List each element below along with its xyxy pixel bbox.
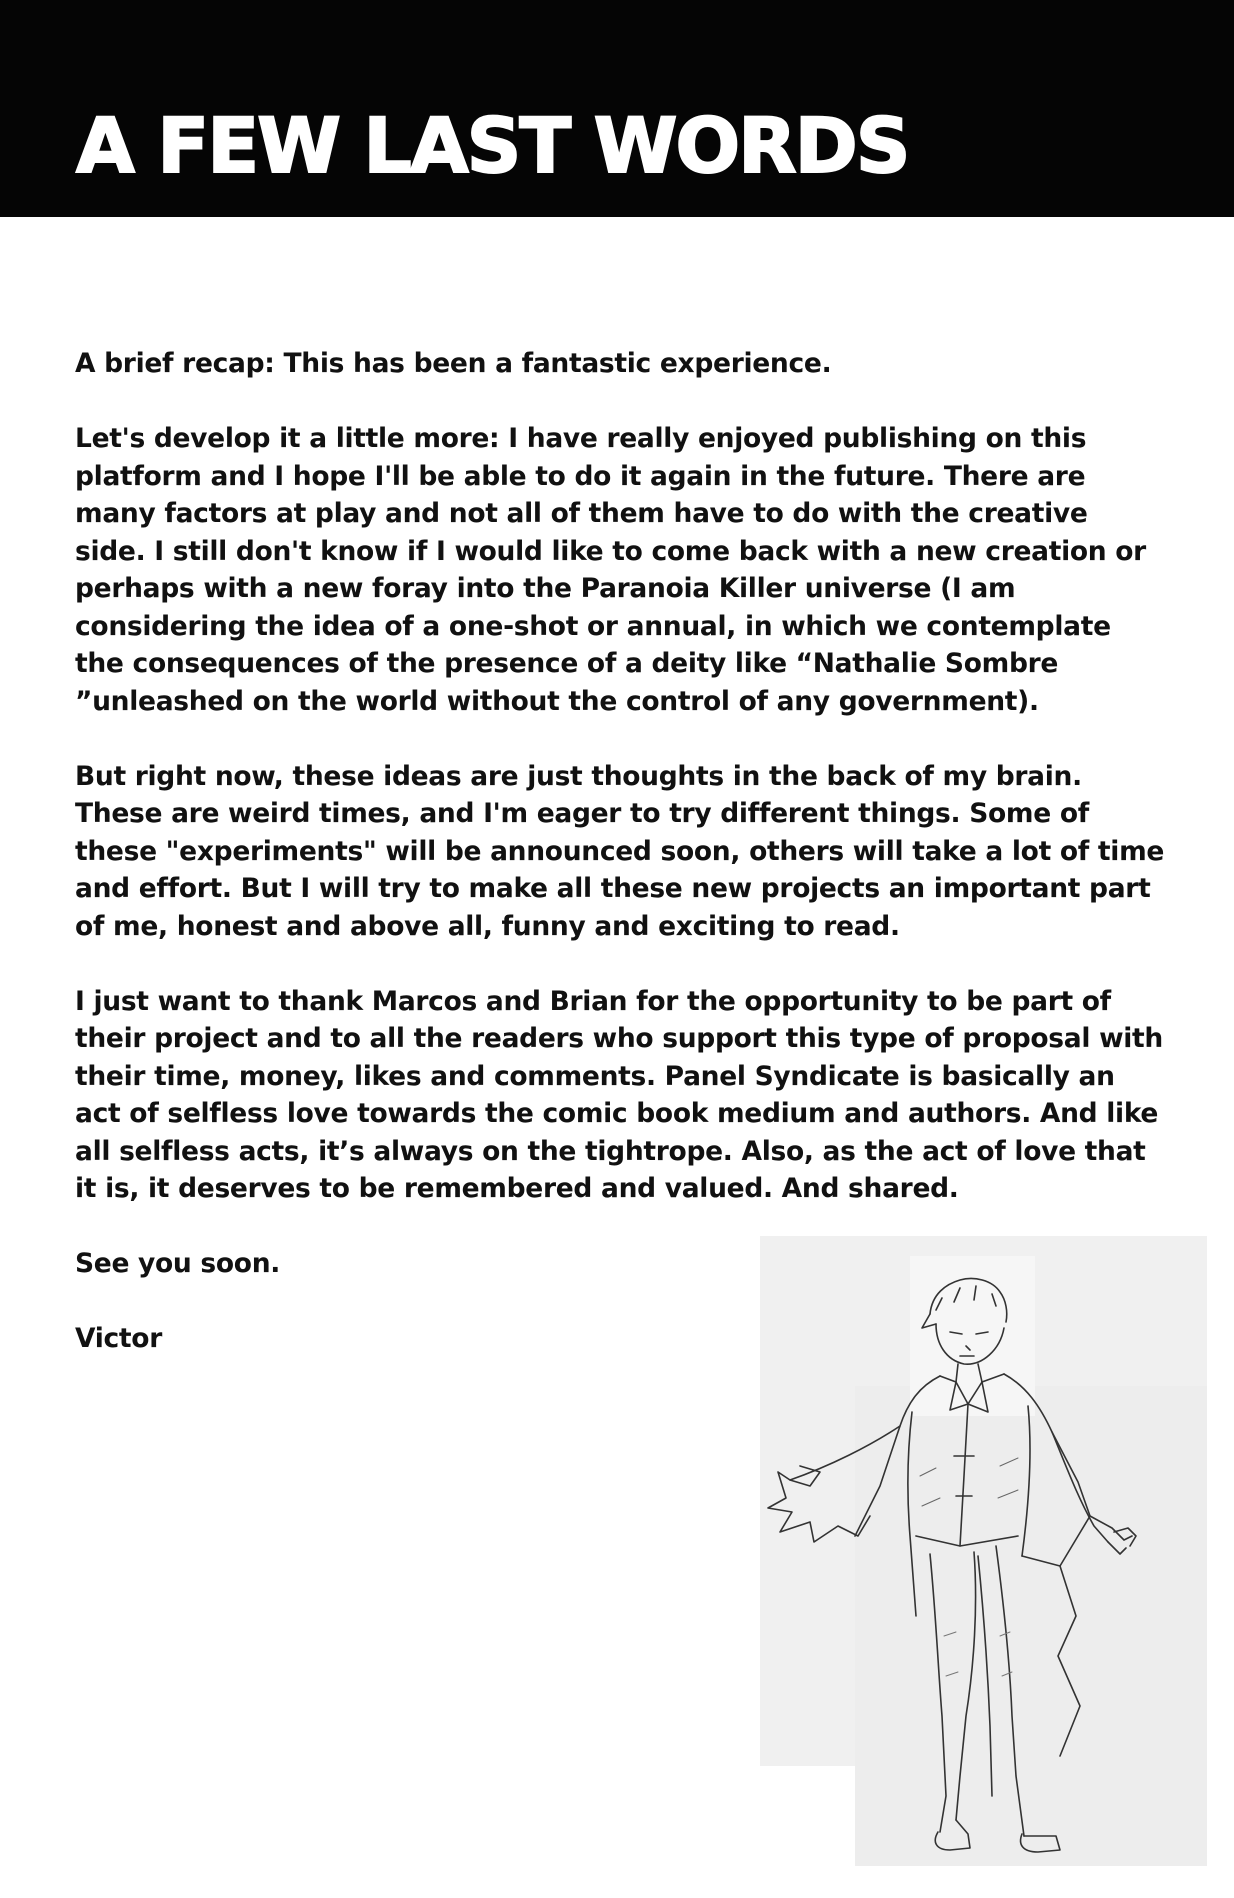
paragraph-ideas: But right now, these ideas are just thoughts in the back of my brain. These are weird times, and I'm eager to try different things. Some of these "experiments" will be announced soon, others will take a lot of time and effort. But I will try to make all these new projects an important part of me, honest and above all, funny and exciting to read. xyxy=(75,760,1165,942)
paragraph-develop: Let's develop it a little more: I have really enjoyed publishing on this platform and I hope I'll be able to do it again in the future. There are many factors at play and not all of them have to do with the creative side. I still don't know if I would like to come back with a new creation or perhaps with a new foray into the Paranoia Killer universe (I am considering the idea of a one-shot or annual, in which we contemplate the consequences of the presence of a deity like “Nathalie Sombre ”unleashed on the world without the control of any government). xyxy=(75,423,1146,717)
character-sketch xyxy=(760,1236,1207,1866)
letter-body xyxy=(75,345,1165,1358)
paragraph-thanks: I just want to thank Marcos and Brian for the opportunity to be part of their project and to all the readers who support this type of proposal with their time, money, likes and comments. Panel Syndicate is basically an act of selfless love towards the comic book medium and authors. And like all selfless acts, it’s always on the tightrope. Also, as the act of love that it is, it deserves to be remembered and valued. And shared. xyxy=(75,985,1163,1204)
paragraph-farewell: See you soon. xyxy=(75,1248,281,1279)
signature: Victor xyxy=(75,1323,162,1354)
paragraph-recap: A brief recap: This has been a fantastic experience. xyxy=(75,348,832,379)
title-banner xyxy=(0,0,1234,217)
sketch-figure-icon xyxy=(760,1236,1207,1866)
page-title: A FEW LAST WORDS xyxy=(76,101,909,190)
